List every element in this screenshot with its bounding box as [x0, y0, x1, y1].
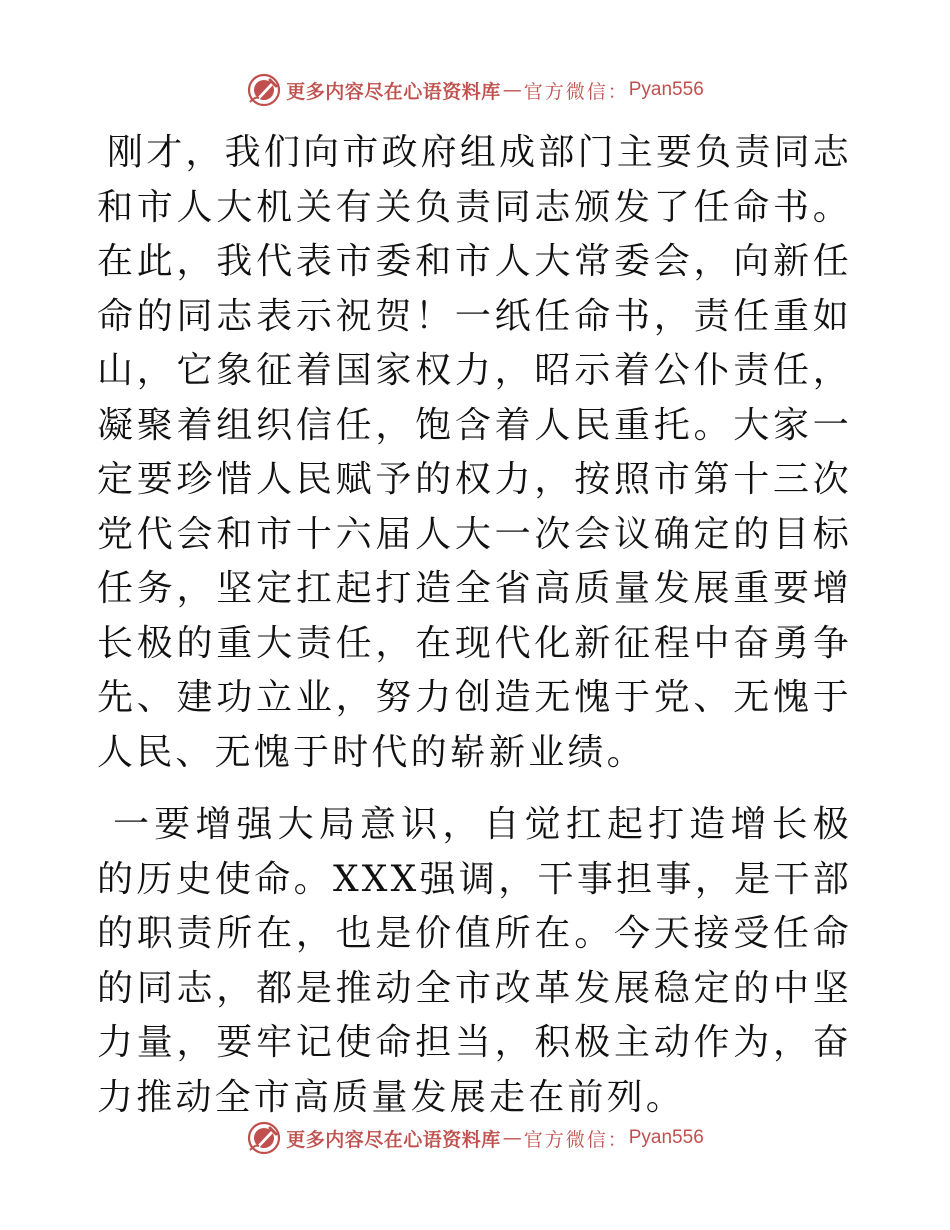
paragraph-2: 一要增强大局意识，自觉扛起打造增长极的历史使命。XXX强调，干事担事，是干部的职责所在，也是价值所在。今天接受任命的同志，都是推动全市改革发展稳定的中坚力量，要牢记使命担当，积极主动作为，奋力推动全市高质量发展走在前列。 [97, 804, 852, 1118]
paragraph-1: 刚才，我们向市政府组成部门主要负责同志和市人大机关有关负责同志颁发了任命书。在此，我代表市委和市人大常委会，向新任命的同志表示祝贺！一纸任命书，责任重如山，它象征着国家权力，昭示着公仆责任，凝聚着组织信任，饱含着人民重托。大家一定要珍惜人民赋予的权力，按照市第十三次党代会和市十六届人大一次会议确定的目标任务，坚定扛起打造全省高质量发展重要增长极的重大责任，在现代化新征程中奋勇争先、建功立业，努力创造无愧于党、无愧于人民、无愧于时代的崭新业绩。 [97, 132, 852, 773]
footer-separator: — [502, 1127, 522, 1149]
header-wechat-label: 官方微信： [523, 80, 629, 103]
header-site-name: 更多内容尽在心语资料库 [286, 80, 501, 103]
pen-seal-logo-icon [246, 72, 282, 108]
pen-seal-logo-icon [246, 1120, 282, 1156]
document-body [97, 126, 852, 1125]
footer-banner [0, 1118, 950, 1158]
footer-wechat-id: Pyan556 [628, 1127, 704, 1148]
header-wechat-id: Pyan556 [628, 79, 704, 100]
header-separator: — [502, 79, 522, 101]
footer-wechat-label: 官方微信： [523, 1128, 629, 1151]
footer-site-name: 更多内容尽在心语资料库 [286, 1128, 501, 1151]
header-banner [0, 70, 950, 110]
